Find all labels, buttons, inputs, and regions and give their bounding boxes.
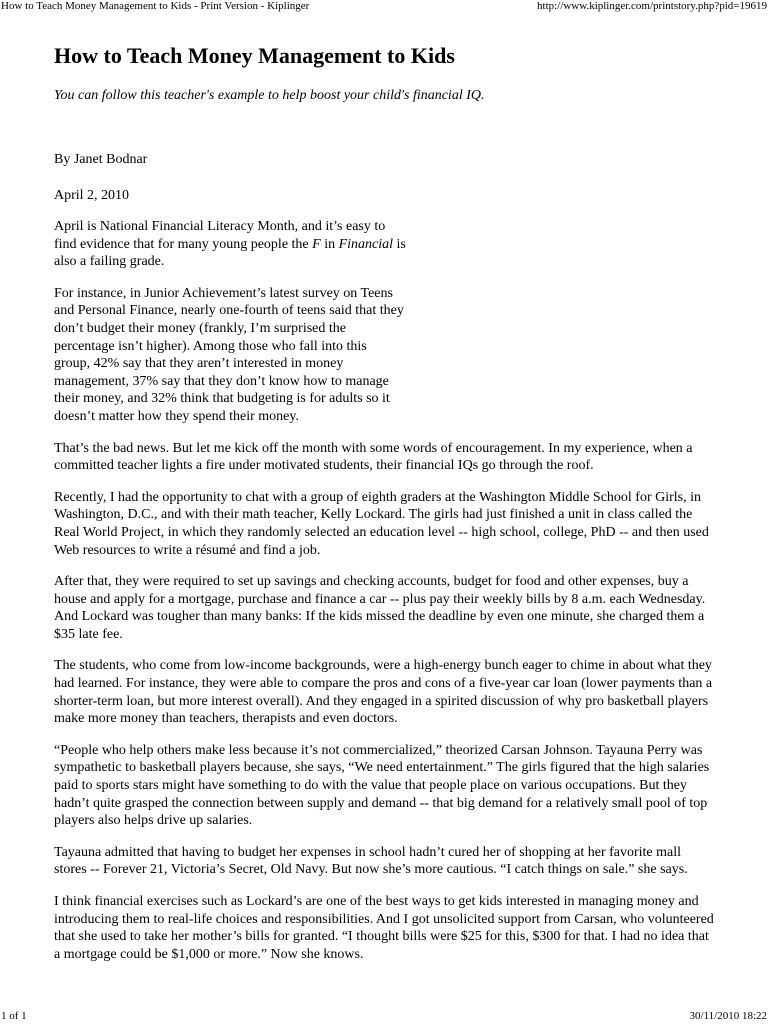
print-footer xyxy=(0,1010,768,1024)
paragraph: Recently, I had the opportunity to chat with a group of eighth graders at the Washington Middle School for Girls, in Washington, D.C., and with their math teacher, Kelly Lockard. The girls had just finished a unit in class called the Real World Project, in which they randomly selected an education level -- high school, college, PhD -- and then used Web resources to write a résumé and find a job. xyxy=(54,489,709,558)
paragraph: That’s the bad news. But let me kick off the month with some words of encouragement. In my experience, when a committed teacher lights a fire under motivated students, their financial IQs go through the roof. xyxy=(54,440,693,474)
paragraph: After that, they were required to set up savings and checking accounts, budget for food and other expenses, buy a house and apply for a mortgage, purchase and finance a car -- plus pay their weekly bills by 8 a.m. each Wednesday. And Lockard was tougher than many banks: If the kids missed the deadline by even one minute, she charged them a $35 late fee. xyxy=(54,574,706,642)
paragraph-text: is also a failing grade. xyxy=(54,236,406,270)
article-subtitle: You can follow this teacher's example to help boost your child's financial IQ. xyxy=(54,88,485,103)
paragraph: Tayauna admitted that having to budget her expenses in school hadn’t cured her of shopping at her favorite mall stores -- Forever 21, Victoria’s Secret, Old Navy. But now she’s more cautious. “I catch things on sale.” she says. xyxy=(54,844,688,878)
article-byline: By Janet Bodnar xyxy=(54,152,148,167)
article-body xyxy=(54,218,716,977)
article-date: April 2, 2010 xyxy=(54,188,130,203)
print-header xyxy=(0,0,768,14)
paragraph xyxy=(54,218,406,271)
article-title: How to Teach Money Management to Kids xyxy=(54,43,455,68)
print-header-url: http://www.kiplinger.com/printstory.php?pid=19619 xyxy=(537,0,767,12)
emphasis-f: F xyxy=(312,236,321,252)
paragraph: “People who help others make less because it’s not commercialized,” theorized Carsan Johnson. Tayauna Perry was sympathetic to basketball players because, she says, “We need entertainment.” The girls figured that the high salaries paid to sports stars might have something to do with the value that people place on various occupations. But they hadn’t quite grasped the connection between supply and demand -- that big demand for a relatively small pool of top players also helps drive up salaries. xyxy=(54,742,710,829)
print-timestamp: 30/11/2010 18:22 xyxy=(689,1010,767,1022)
paragraph: For instance, in Junior Achievement’s latest survey on Teens and Personal Finance, nearly one-fourth of teens said that they don’t budget their money (frankly, I’m surprised the percentage isn’t higher). Among those who fall into this group, 42% say that they aren’t interested in money management, 37% say that they don’t know how to manage their money, and 32% think that budgeting is for adults so it doesn’t matter how they spend their money. xyxy=(54,285,404,424)
paragraph: I think financial exercises such as Lockard’s are one of the best ways to get kids interested in managing money and introducing them to real-life choices and responsibilities. And I got unsolicited support from Carsan, who volunteered that she used to take her mother’s bills for granted. “I thought bills were $25 for this, $300 for that. I had no idea that a mortgage could be $1,000 or more.” Now she knows. xyxy=(54,894,714,962)
emphasis-financial: Financial xyxy=(338,236,394,252)
paragraph-text: in xyxy=(320,236,339,252)
print-header-title: How to Teach Money Management to Kids - Print Version - Kiplinger xyxy=(1,0,310,12)
paragraph-text: April is National Financial Literacy Month, and it’s easy to find evidence that for many young people the xyxy=(54,219,386,252)
paragraph: The students, who come from low-income backgrounds, were a high-energy bunch eager to chime in about what they had learned. For instance, they were able to compare the pros and cons of a five-year car loan (lower payments than a shorter-term loan, but more interest overall). And they engaged in a spirited discussion of why pro basketball players make more money than teachers, therapists and even doctors. xyxy=(54,658,713,727)
page-count: 1 of 1 xyxy=(1,1010,27,1022)
